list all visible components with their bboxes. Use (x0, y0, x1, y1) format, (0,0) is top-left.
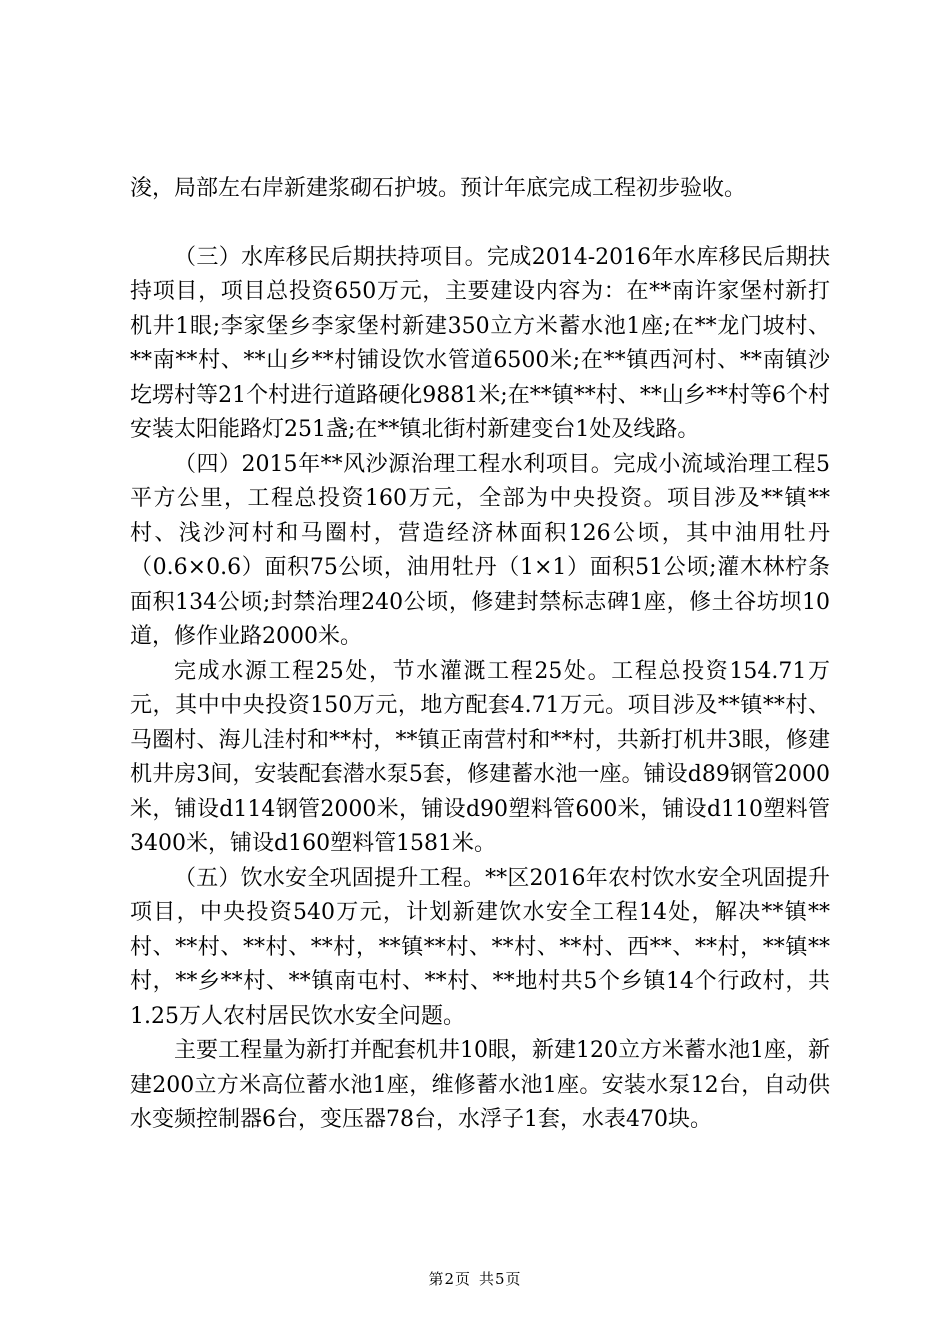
paragraph-sandstorm-control: （四）2015年**风沙源治理工程水利项目。完成小流域治理工程5平方公里，工程总投资160万元，全部为中央投资。项目涉及**镇**村、浅沙河村和马圈村，营造经济林面积126公顷，其中油用牡丹（0.6×0.6）面积75公顷，油用牡丹（1×1）面积51公顷;灌木林柠条面积134公顷;封禁治理240公顷，修建封禁标志碑1座，修土谷坊坝10道，修作业路2000米。 (130, 451, 830, 649)
paragraph-reservoir-resettlement: （三）水库移民后期扶持项目。完成2014-2016年水库移民后期扶持项目，项目总投资650万元，主要建设内容为：在**南许家堡村新打机井1眼;李家堡乡李家堡村新建350立方米蓄水池1座;在**龙门坡村、**南**村、**山乡**村铺设饮水管道6500米;在**镇西河村、**南镇沙圪塄村等21个村进行道路硬化9881米;在**镇**村、**山乡**村等6个村安装太阳能路灯251盏;在**镇北街村新建变台1处及线路。 (130, 244, 830, 442)
paragraph-main-quantities: 主要工程量为新打并配套机井10眼，新建120立方米蓄水池1座，新建200立方米高位蓄水池1座，维修蓄水池1座。安装水泵12台，自动供水变频控制器6台，变压器78台，水浮子1套，水表470块。 (130, 1038, 831, 1132)
document-body (130, 172, 830, 1138)
paragraph-water-source: 完成水源工程25处，节水灌溉工程25处。工程总投资154.71万元，其中中央投资150万元，地方配套4.71万元。项目涉及**镇**村、马圈村、海儿洼村和**村，**镇正南营村和**村，共新打机井3眼，修建机井房3间，安装配套潜水泵5套，修建蓄水池一座。铺设d89钢管2000米，铺设d114钢管2000米，铺设d90塑料管600米，铺设d110塑料管3400米，铺设d160塑料管1581米。 (130, 658, 830, 856)
page-number: 第2页 (428, 1270, 471, 1288)
paragraph-continuation: 浚，局部左右岸新建浆砌石护坡。预计年底完成工程初步验收。 (130, 176, 747, 201)
page-footer (0, 1268, 950, 1289)
page-total: 共5页 (479, 1270, 522, 1288)
paragraph-drinking-water: （五）饮水安全巩固提升工程。**区2016年农村饮水安全巩固提升项目，中央投资540万元，计划新建饮水安全工程14处，解决**镇**村、**村、**村、**村，**镇**村、**村、**村、西**、**村，**镇**村，**乡**村、**镇南屯村、**村、**地村共5个乡镇14个行政村，共1.25万人农村居民饮水安全问题。 (130, 865, 830, 1029)
